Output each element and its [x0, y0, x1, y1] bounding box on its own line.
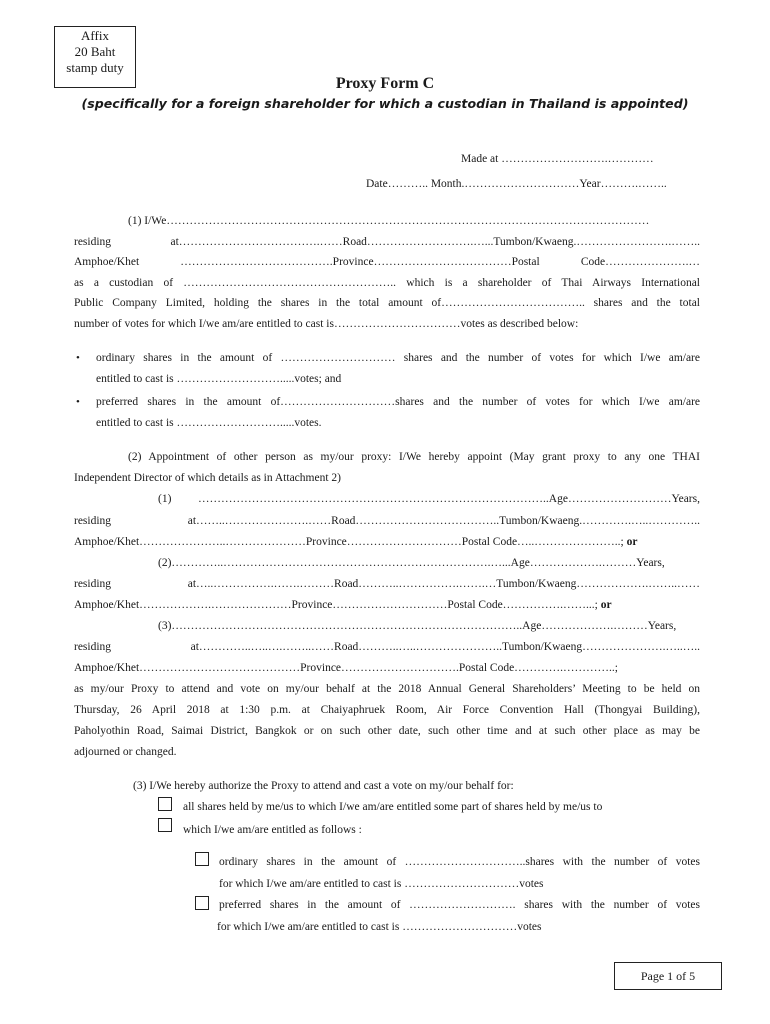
proxy1-amphoe-text: Amphoe/Khet…………………..…………………Province…………………………Postal Code…..…………………..; [74, 536, 627, 548]
section1-line-2: residing at……………………………….……Road……………………….…...Tumbon/Kwaeng.…………………….…….. [74, 236, 700, 248]
proxy1-residence-line: residing at……..………………….……Road………………………………..Tumbon/Kwaeng.………….…..………….. [74, 515, 700, 527]
ordinary-shares-line-1: ordinary shares in the amount of ………………………… shares and the number of votes for which I/we am/are [96, 352, 700, 364]
preferred-shares-checkbox[interactable] [195, 896, 209, 910]
proxy2-residence-line: residing at…..…………….…….………Road………..…………….…….…Tumbon/Kwaeng……………….……..…… [74, 578, 700, 590]
meeting-text-line-3: Paholyothin Road, Saimai District, Bangkok or on such other date, such other time and at such other place as may be [74, 725, 700, 737]
ordinary-shares-line-2: entitled to cast is ……………………….....votes; and [96, 373, 342, 385]
or-label-1: or [626, 536, 638, 548]
all-shares-label: all shares held by me/us to which I/we am/are entitled some part of shares held by me/us to [183, 801, 603, 813]
section2-line-1: (2) Appointment of other person as my/our proxy: I/We hereby appoint (May grant proxy to any one THAI [128, 451, 700, 463]
stamp-line-2: 20 Baht [74, 44, 116, 59]
proxy3-amphoe-line: Amphoe/Khet……………………………………Province………………………….Postal Code………….…………..; [74, 662, 618, 674]
proxy1-amphoe-line [74, 535, 637, 549]
ordinary-shares-checkbox[interactable] [195, 852, 209, 866]
section3-preferred-line-2: for which I/we am/are entitled to cast is …………………………votes [217, 921, 542, 933]
page-subtitle: (specifically for a foreign shareholder for which a custodian in Thailand is appointed) [81, 96, 689, 111]
proxy2-amphoe-text: Amphoe/Khet……………….…………………Province…………………………Postal Code…………….……...; [74, 599, 601, 611]
stamp-line-3: stamp duty [66, 60, 124, 75]
made-at-line: Made at ……………………….………… [461, 153, 654, 165]
preferred-shares-line-2: entitled to cast is ……………………….....votes. [96, 417, 322, 429]
partial-shares-checkbox[interactable] [158, 818, 172, 832]
meeting-text-line-4: adjourned or changed. [74, 746, 177, 758]
preferred-shares-line-1: preferred shares in the amount of…………………………shares and the number of votes for which I/we am/are [96, 396, 700, 408]
page-number-box: Page 1 of 5 [614, 962, 722, 990]
all-shares-checkbox[interactable] [158, 797, 172, 811]
section3-ordinary-line-2: for which I/we am/are entitled to cast is …………………………votes [219, 878, 544, 890]
bullet-1: • [76, 352, 80, 364]
section3-line-1: (3) I/We hereby authorize the Proxy to attend and cast a vote on my/our behalf for: [133, 780, 514, 792]
proxy3-residence-line: residing at…………..…..….……..……Road………..…..…………………..Tumbon/Kwaeng………………….…..….. [74, 641, 700, 653]
page-title: Proxy Form C [335, 75, 435, 92]
proxy1-name-line: (1) ………………………………………………………………………………..Age………………………Years, [158, 493, 700, 505]
section1-line-6: number of votes for which I/we am/are entitled to cast is……………………………votes as described below: [74, 318, 579, 330]
or-label-2: or [600, 599, 612, 611]
section1-line-4: as a custodian of ……………………………………………….. which is a shareholder of Thai Airways International [74, 277, 700, 289]
section1-line-3: Amphoe/Khet ………………………………….Province………………………………Postal Code………………….… [74, 256, 700, 268]
section1-line-5: Public Company Limited, holding the shares in the total amount of……………………………….. shares and the total [74, 297, 700, 309]
proxy2-amphoe-line [74, 598, 612, 612]
date-line: Date……….. Month.…………………………Year……….…….. [366, 178, 667, 190]
section3-preferred-line-1: preferred shares in the amount of ………………………. shares with the number of votes [219, 899, 700, 911]
bullet-2: • [76, 396, 80, 408]
section1-line-1: (1) I/We……………………………………………………………………………………………………………… [128, 215, 650, 227]
meeting-text-line-2: Thursday, 26 April 2018 at 1:30 p.m. at Chaiyaphruek Room, Air Force Convention Hall (Thongyai Building), [74, 704, 700, 716]
stamp-line-1: Affix [81, 28, 109, 43]
section2-line-2: Independent Director of which details as in Attachment 2) [74, 472, 341, 484]
section3-ordinary-line-1: ordinary shares in the amount of …………………………..shares with the number of votes [219, 856, 700, 868]
meeting-text-line-1: as my/our Proxy to attend and vote on my/our behalf at the 2018 Annual General Shareholders’ Meeting to be held on [74, 683, 700, 695]
proxy3-name-line: (3)………………………………………………………………………………..Age……………….………Years, [158, 620, 677, 632]
proxy2-name-line: (2)…………..…………………………………………………………….…...Age……………….………Years, [158, 557, 665, 569]
partial-shares-label: which I/we am/are entitled as follows : [183, 824, 362, 836]
